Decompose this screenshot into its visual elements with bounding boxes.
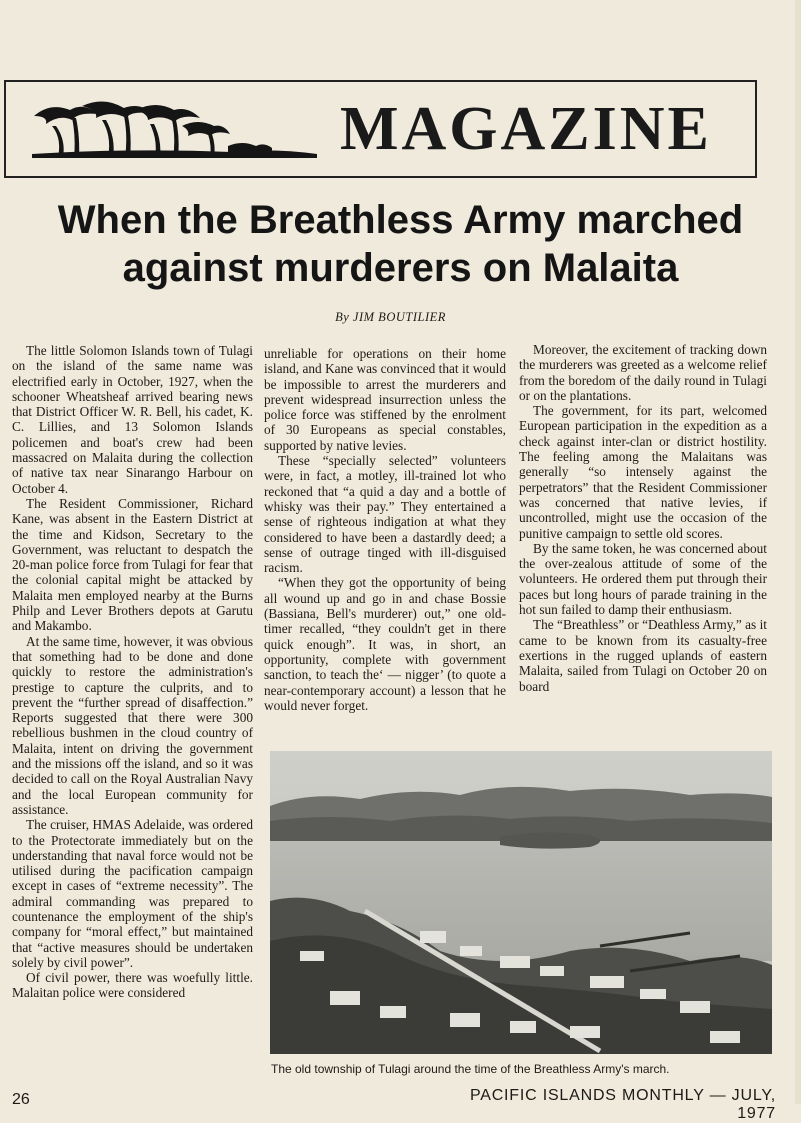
paragraph: At the same time, however, it was obvious that something had to be done and done quickly to restore the administration's prestige to capture the culprits, and to prevent the “further spread of disaffection.” Reports suggested that there were 300 rebellious bushmen in the cloud country of Malaita, intent on driving the government and the missions off the island, and so it was decided to call on the Royal Australian Navy and the local European community for assistance. xyxy=(12,633,253,817)
paragraph: Moreover, the excitement of tracking down the murderers was greeted as a welcome relief from the boredom of the daily round in Tulagi or on the plantations. xyxy=(519,342,767,403)
column-3 xyxy=(519,342,767,694)
masthead xyxy=(4,80,757,178)
paragraph: The Resident Commissioner, Richard Kane, was absent in the Eastern District at the time and Kidson, Secretary to the Government, was reluctant to despatch the 20-man police force from Tulagi for fear that the colonial capital might be attacked by Malaita men employed nearby at the Burns Philp and Lever Brothers depots at Garutu and Makambo. xyxy=(12,495,253,634)
photo-caption: The old township of Tulagi around the time of the Breathless Army's march. xyxy=(271,1062,670,1076)
paragraph: By the same token, he was concerned about the over-zealous attitude of some of the volunteers. He ordered them put through their paces but long hours of parade training in the hot sun failed to damp their enthusiasm. xyxy=(519,540,767,618)
page-number: 26 xyxy=(12,1091,30,1108)
page-edge xyxy=(795,0,801,1104)
tulagi-photo xyxy=(270,751,772,1054)
column-2 xyxy=(264,346,506,713)
masthead-title: MAGAZINE xyxy=(340,95,712,163)
paragraph: “When they got the opportunity of being all wound up and go in and chase Bossie (Bassiana, Bell's murderer) out,” one old-timer recalled, “they couldn't get in there quick enough”. It was, in short, an opportunity, complete with government sanction, to teach the‘ — nigger’ (to quote a near-contemporary account) a lesson that he would never forget. xyxy=(264,575,506,713)
paragraph: The little Solomon Islands town of Tulagi on the island of the same name was electrified early in October, 1927, when the schooner Wheatsheaf arrived bearing news that District Officer W. R. Bell, his cadet, K. C. Lillies, and 13 Solomon Islands policemen and boat's crew had been massacred on Malaita during the collection of native tax near Sinarango Harbour on October 4. xyxy=(12,343,253,496)
paragraph: The government, for its part, welcomed European participation in the expedition as a check against inter-clan or district hostility. The feeling among the Malaitans was generally “so intensely against the perpetrators” that the Resident Commissioner was concerned that native levies, if uncontrolled, might use the occasion of the punitive campaign to settle old scores. xyxy=(519,403,767,541)
byline: By JIM BOUTILIER xyxy=(335,310,446,324)
headline-line-1: When the Breathless Army marched xyxy=(57,198,744,242)
column-1 xyxy=(12,343,253,1001)
paragraph: These “specially selected” volunteers were, in fact, a motley, ill-trained lot who reckoned that “a quid a day and a bottle of whisky was their pay.” They entertained a sense of righteous indigation at what they considered to have been a dastardly deed; a sense of outrage tinged with ill-disguised racism. xyxy=(264,453,506,576)
paragraph: unreliable for operations on their home island, and Kane was convinced that it would be impossible to arrest the murderers and prevent widespread insurrection unless the police force was stiffened by the enrolment of 30 Europeans as special constables, supported by native levies. xyxy=(264,346,506,453)
publication-footer: PACIFIC ISLANDS MONTHLY — JULY, 1977 xyxy=(469,1087,776,1122)
paragraph: Of civil power, there was woefully little. Malaitan police were considered xyxy=(12,970,253,1001)
palm-trees-icon xyxy=(32,96,322,160)
article-headline xyxy=(0,196,801,292)
headline-line-2: against murderers on Malaita xyxy=(122,246,679,290)
paragraph: The “Breathless” or “Deathless Army,” as it came to be known from its casualty-free exertions in the rugged uplands of eastern Malaita, sailed from Tulagi on October 20 on board xyxy=(519,617,767,694)
paragraph: The cruiser, HMAS Adelaide, was ordered to the Protectorate immediately but on the understanding that naval force would not be utilised during the pacification campaign except in cases of “extreme necessity”. The admiral commanding was prepared to countenance the employment of the ship's company for “moral effect,” but maintained that “active measures should be undertaken solely by civil power”. xyxy=(12,817,253,970)
